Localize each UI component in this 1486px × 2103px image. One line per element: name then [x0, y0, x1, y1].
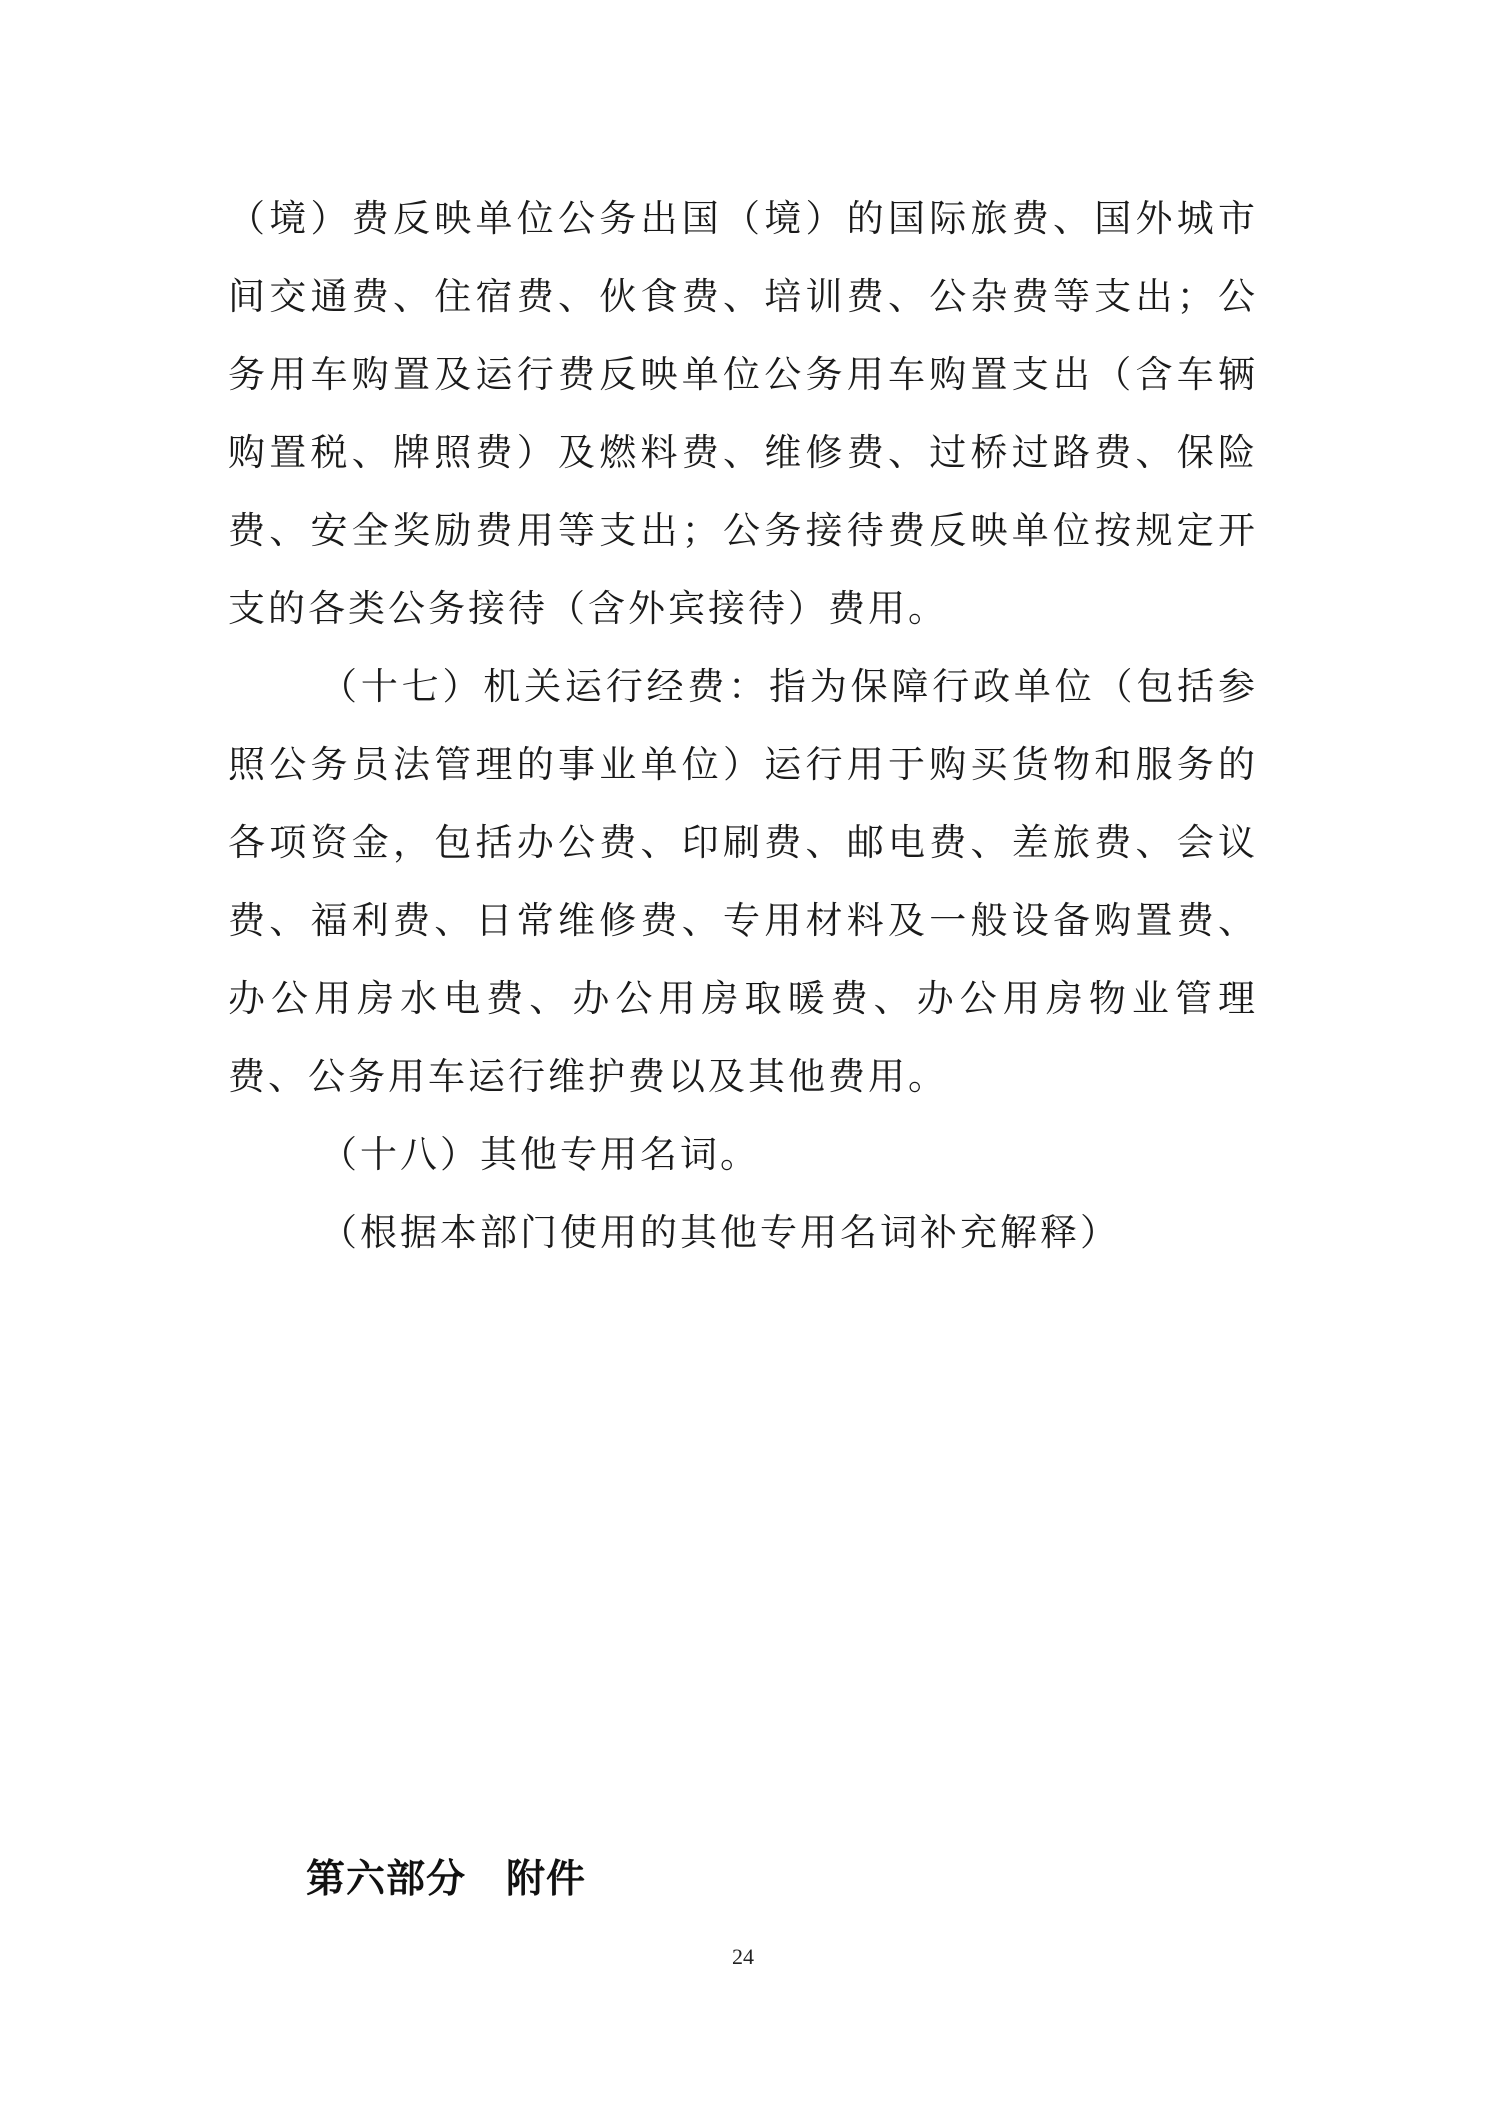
section-heading: 第六部分 附件	[306, 1857, 587, 1902]
paragraph-supplementary-note: （根据本部门使用的其他专用名词补充解释）	[320, 1211, 1120, 1254]
paragraph-other-terms: （十八）其他专用名词。	[320, 1133, 760, 1176]
paragraph-office-operating-expenses: （十七）机关运行经费：指为保障行政单位（包括参照公务员法管理的事业单位）运行用于购买货物和服务的各项资金，包括办公费、印刷费、邮电费、差旅费、会议费、福利费、日常维修费、专用材料及一般设备购置费、办公用房水电费、办公用房取暖费、办公用房物业管理费、公务用车运行维护费以及其他费用。	[228, 665, 1258, 1098]
document-body	[228, 180, 1258, 1272]
paragraph-continuation: （境）费反映单位公务出国（境）的国际旅费、国外城市间交通费、住宿费、伙食费、培训费、公杂费等支出；公务用车购置及运行费反映单位公务用车购置支出（含车辆购置税、牌照费）及燃料费、维修费、过桥过路费、保险费、安全奖励费用等支出；公务接待费反映单位按规定开支的各类公务接待（含外宾接待）费用。	[228, 197, 1258, 630]
page-number: 24	[732, 1944, 754, 1969]
